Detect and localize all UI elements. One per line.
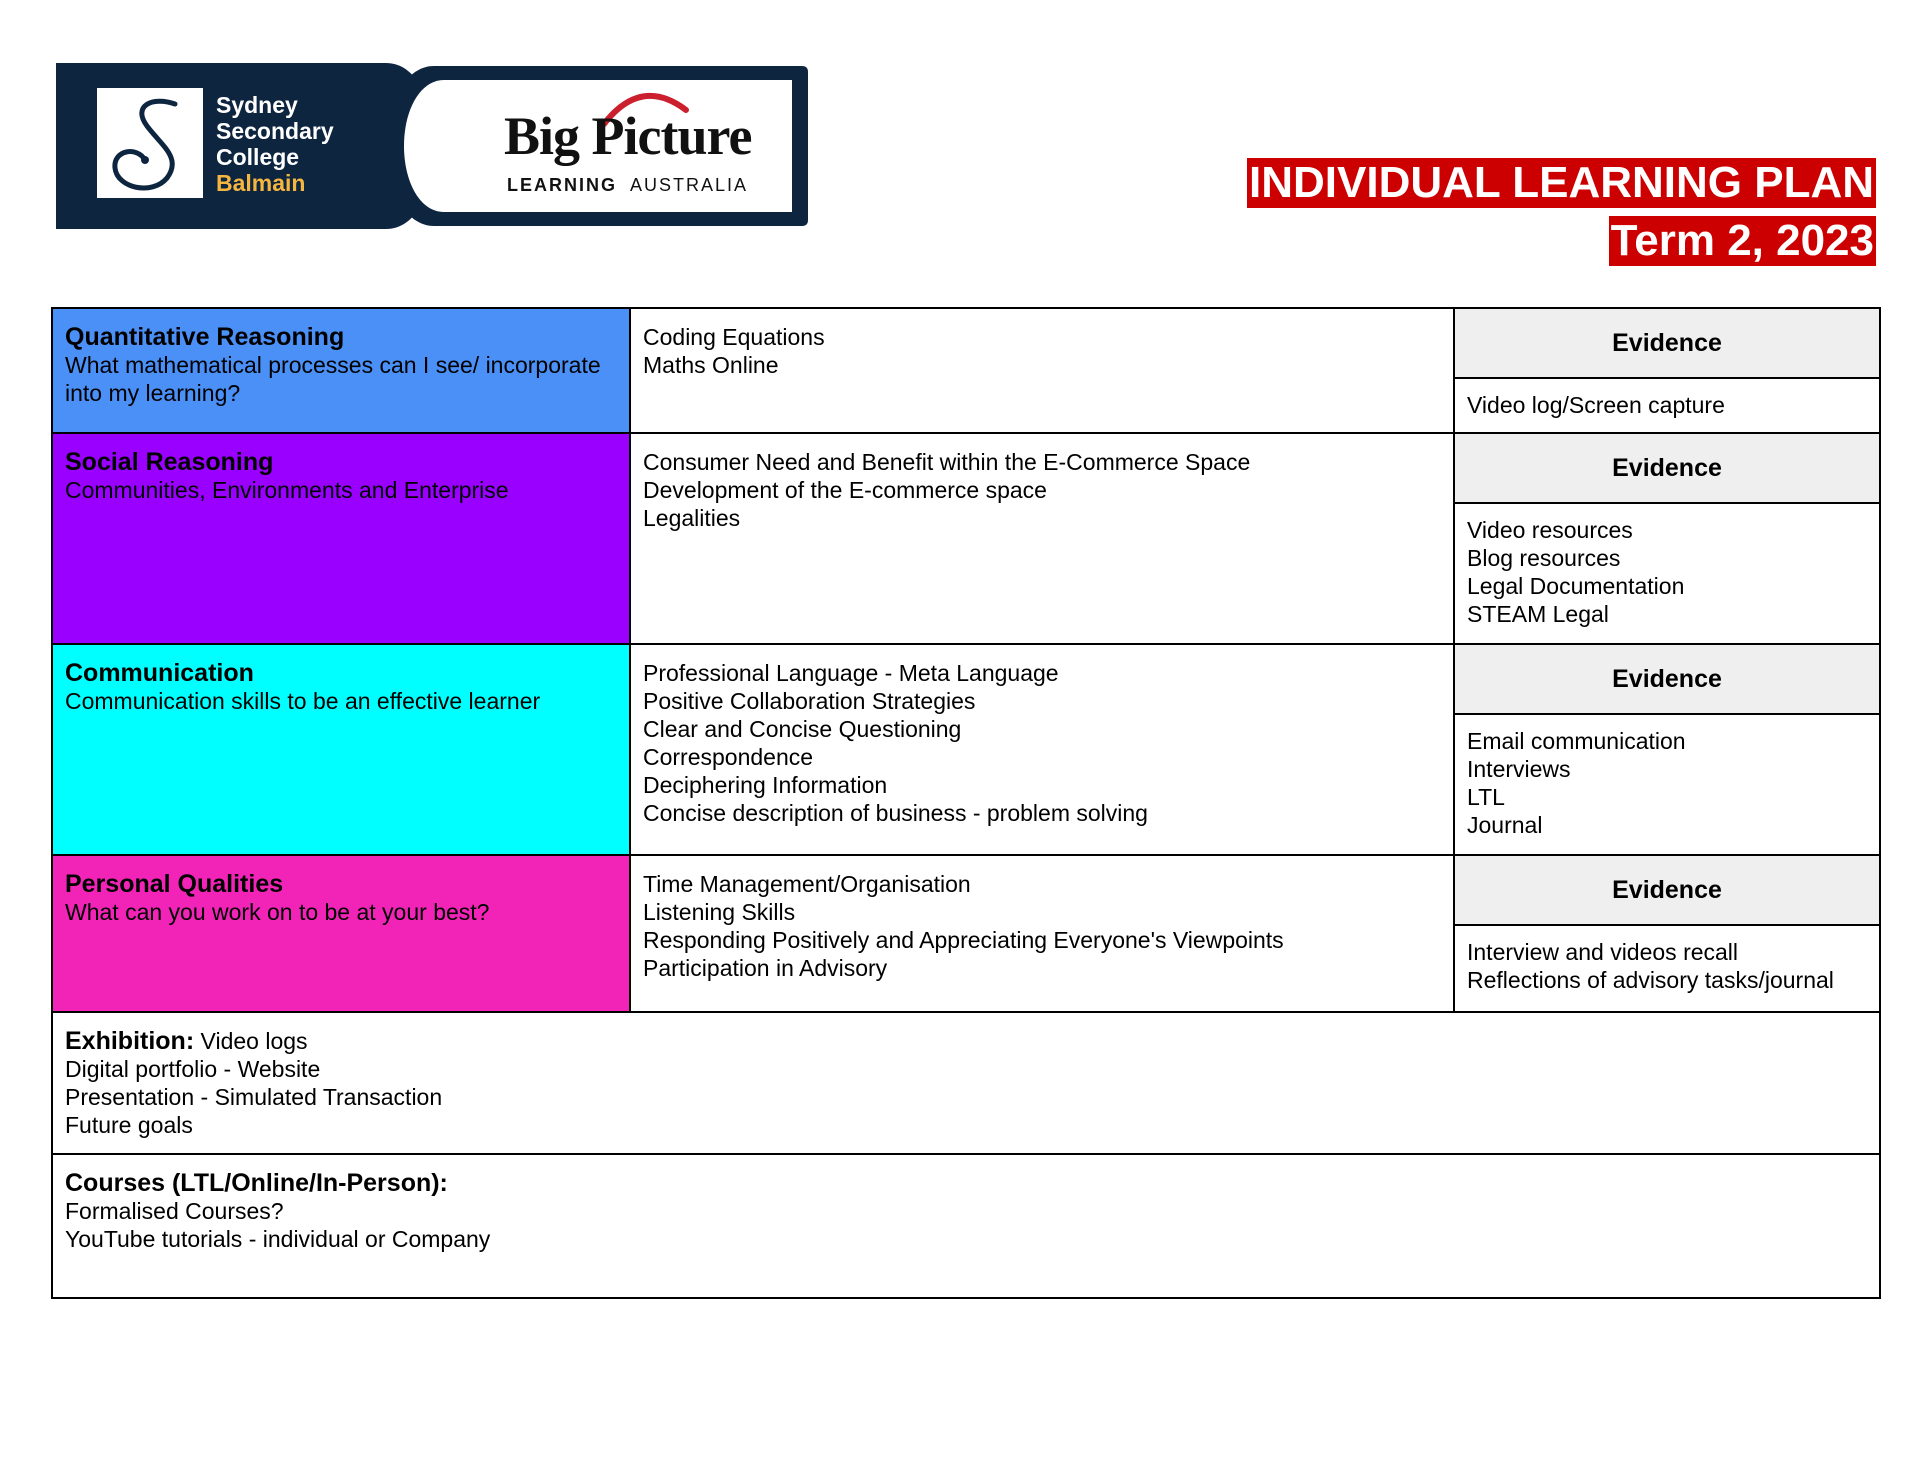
evidence-item: Journal xyxy=(1467,812,1543,838)
section-subtitle: What can you work on to be at your best? xyxy=(65,899,490,925)
list-item: Correspondence xyxy=(643,744,814,770)
partner-sub: AUSTRALIA xyxy=(630,175,749,195)
exhibition-label: Exhibition: xyxy=(65,1027,195,1055)
section-cell xyxy=(53,309,631,432)
evidence-list xyxy=(1455,379,1879,432)
evidence-item: LTL xyxy=(1467,784,1505,810)
exhibition-item: Digital portfolio - Website xyxy=(65,1056,321,1082)
school-logo xyxy=(56,60,808,232)
evidence-list xyxy=(1455,715,1879,854)
list-item: Responding Positively and Appreciating Everyone's Viewpoints xyxy=(643,927,1284,953)
evidence-item: Blog resources xyxy=(1467,545,1621,571)
evidence-list xyxy=(1455,504,1879,643)
plan-row-courses xyxy=(53,1155,1879,1297)
section-subtitle: Communities, Environments and Enterprise xyxy=(65,477,509,503)
exhibition-item: Future goals xyxy=(65,1112,193,1138)
plan-row-personal xyxy=(53,856,1879,1013)
section-title: Social Reasoning xyxy=(65,448,274,476)
list-item: Coding Equations xyxy=(643,324,825,350)
learning-plan-table xyxy=(51,307,1881,1299)
school-name-line: College xyxy=(216,144,300,170)
school-name-line: Secondary xyxy=(216,118,334,144)
list-item: Deciphering Information xyxy=(643,772,888,798)
evidence-item: Interview and videos recall xyxy=(1467,939,1739,965)
evidence-cell xyxy=(1455,856,1879,1011)
list-item: Development of the E-commerce space xyxy=(643,477,1047,503)
evidence-cell xyxy=(1455,309,1879,432)
courses-item: Formalised Courses? xyxy=(65,1198,284,1224)
evidence-cell xyxy=(1455,645,1879,854)
document-title: INDIVIDUAL LEARNING PLAN xyxy=(1249,158,1874,207)
plan-row-communication xyxy=(53,645,1879,856)
list-item: Professional Language - Meta Language xyxy=(643,660,1059,686)
section-cell xyxy=(53,856,631,1011)
evidence-list xyxy=(1455,926,1879,1011)
section-items xyxy=(631,309,1455,432)
document-term: Term 2, 2023 xyxy=(1610,216,1874,265)
list-item: Clear and Concise Questioning xyxy=(643,716,962,742)
exhibition-first: Video logs xyxy=(200,1028,308,1054)
list-item: Legalities xyxy=(643,505,741,531)
list-item: Listening Skills xyxy=(643,899,796,925)
section-cell xyxy=(53,645,631,854)
exhibition-first-line xyxy=(65,1027,1867,1055)
evidence-item: Reflections of advisory tasks/journal xyxy=(1467,967,1834,993)
partner-subtitle xyxy=(507,175,748,196)
evidence-header: Evidence xyxy=(1455,856,1879,926)
evidence-item: Interviews xyxy=(1467,756,1571,782)
section-subtitle: What mathematical processes can I see/ incorporate into my learning? xyxy=(65,352,601,406)
list-item: Consumer Need and Benefit within the E-Commerce Space xyxy=(643,449,1251,475)
evidence-item: STEAM Legal xyxy=(1467,601,1609,627)
partner-sub-bold: LEARNING xyxy=(507,175,617,195)
plan-row-exhibition xyxy=(53,1013,1879,1155)
courses-item: YouTube tutorials - individual or Company xyxy=(65,1226,491,1252)
section-items xyxy=(631,856,1455,1011)
partner-name: Big Picture xyxy=(504,106,752,166)
evidence-header: Evidence xyxy=(1455,309,1879,379)
evidence-item: Video log/Screen capture xyxy=(1467,392,1725,418)
list-item: Time Management/Organisation xyxy=(643,871,971,897)
evidence-header: Evidence xyxy=(1455,434,1879,504)
evidence-header: Evidence xyxy=(1455,645,1879,715)
school-name xyxy=(216,92,334,196)
list-item: Participation in Advisory xyxy=(643,955,888,981)
school-campus: Balmain xyxy=(216,170,306,196)
exhibition-cell xyxy=(53,1013,1879,1153)
evidence-item: Video resources xyxy=(1467,517,1633,543)
evidence-item: Email communication xyxy=(1467,728,1686,754)
evidence-cell xyxy=(1455,434,1879,643)
section-subtitle: Communication skills to be an effective learner xyxy=(65,688,541,714)
list-item: Positive Collaboration Strategies xyxy=(643,688,976,714)
section-title: Quantitative Reasoning xyxy=(65,323,345,351)
evidence-item: Legal Documentation xyxy=(1467,573,1685,599)
school-seal-icon xyxy=(97,88,203,198)
plan-row-social xyxy=(53,434,1879,645)
exhibition-item: Presentation - Simulated Transaction xyxy=(65,1084,443,1110)
section-items xyxy=(631,434,1455,643)
courses-cell xyxy=(53,1155,1879,1297)
courses-label: Courses (LTL/Online/In-Person): xyxy=(65,1169,448,1197)
school-name-line: Sydney xyxy=(216,92,298,118)
document-title-block xyxy=(1247,158,1876,274)
plan-row-quantitative xyxy=(53,309,1879,434)
list-item: Maths Online xyxy=(643,352,779,378)
section-title: Personal Qualities xyxy=(65,870,284,898)
section-title: Communication xyxy=(65,659,254,687)
section-cell xyxy=(53,434,631,643)
section-items xyxy=(631,645,1455,854)
list-item: Concise description of business - problem solving xyxy=(643,800,1148,826)
